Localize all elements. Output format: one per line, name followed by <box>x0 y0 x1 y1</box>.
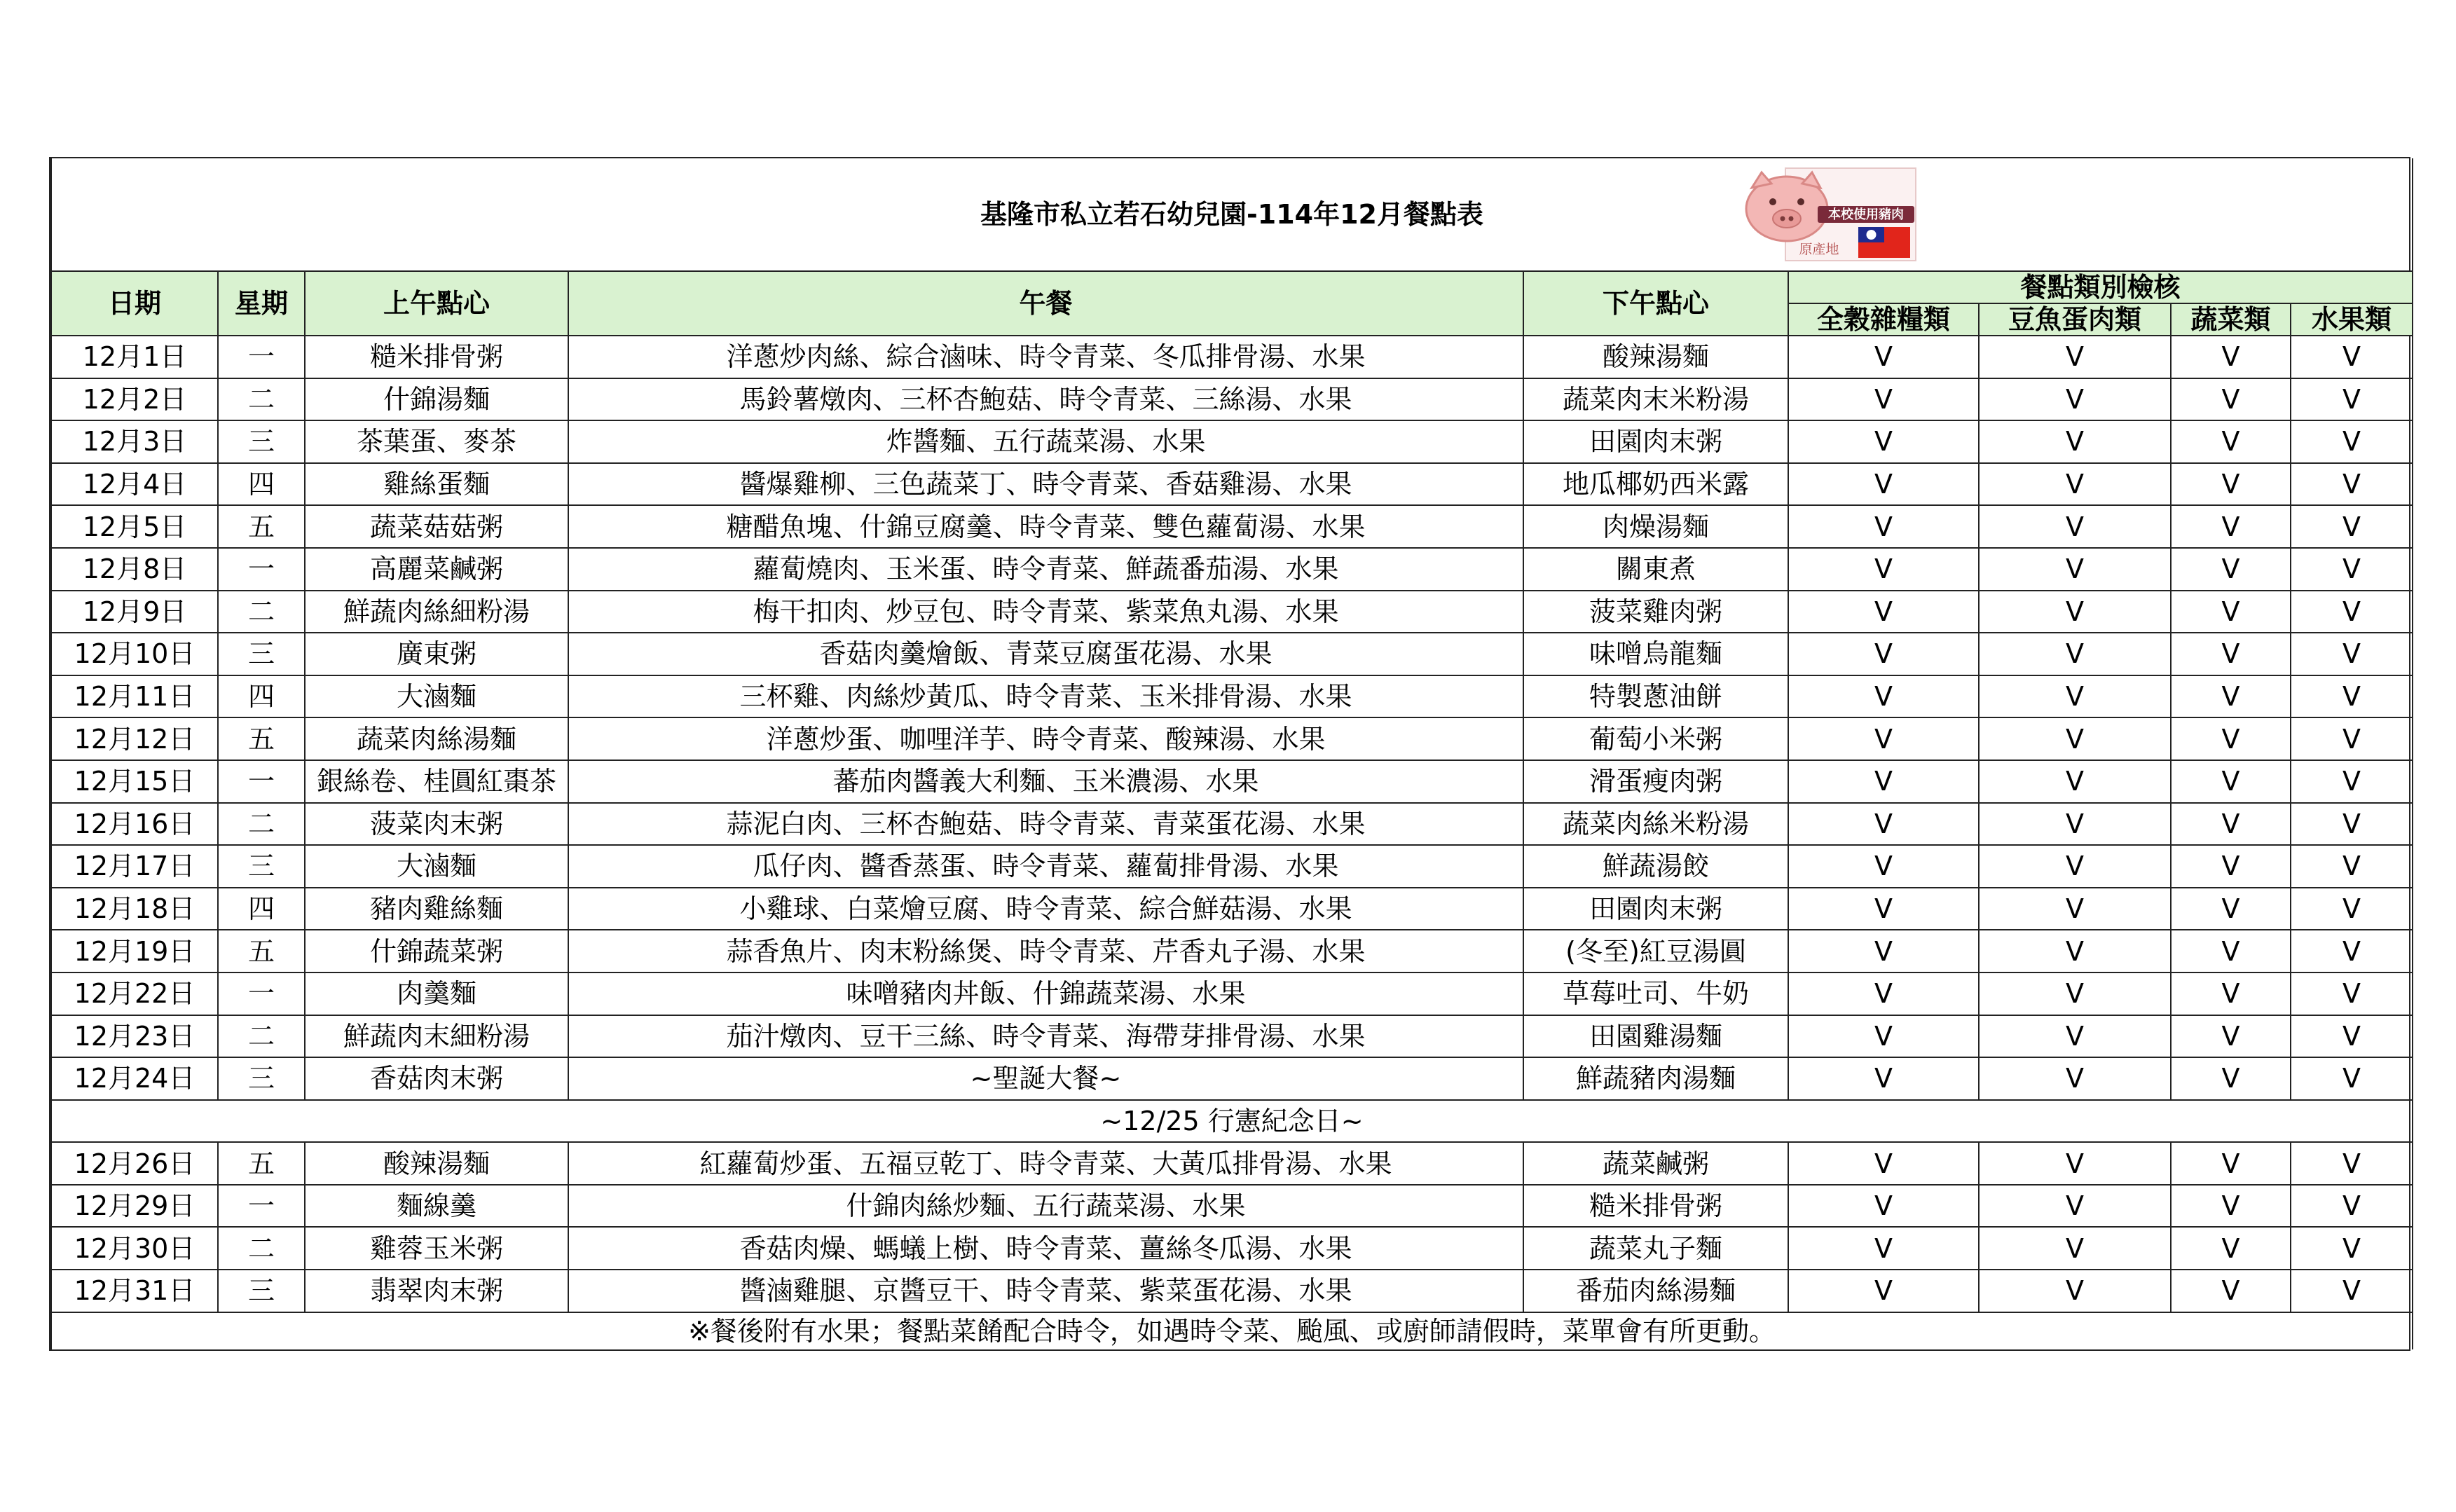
check-vegetable-cell: V <box>2171 336 2291 378</box>
check-fruit-cell: V <box>2291 760 2413 803</box>
check-fruit-cell: V <box>2291 591 2413 633</box>
check-vegetable-cell: V <box>2171 1057 2291 1100</box>
date-cell: 12月15日 <box>51 760 218 803</box>
weekday-cell: 五 <box>218 1142 305 1185</box>
lunch-cell: 蘿蔔燒肉、玉米蛋、時令青菜、鮮蔬番茄湯、水果 <box>568 548 1523 591</box>
check-fruit-cell: V <box>2291 1185 2413 1228</box>
weekday-cell: 五 <box>218 930 305 973</box>
date-cell: 12月3日 <box>51 420 218 463</box>
pm-snack-cell: 肉燥湯麵 <box>1523 505 1788 548</box>
check-vegetable-cell: V <box>2171 378 2291 421</box>
check-fruit-cell: V <box>2291 378 2413 421</box>
weekday-cell: 五 <box>218 505 305 548</box>
pm-snack-cell: 蔬菜肉末米粉湯 <box>1523 378 1788 421</box>
date-cell: 12月19日 <box>51 930 218 973</box>
check-vegetable-cell: V <box>2171 760 2291 803</box>
check-fruit-cell: V <box>2291 803 2413 846</box>
check-vegetable-cell: V <box>2171 633 2291 675</box>
check-grains-cell: V <box>1788 420 1979 463</box>
date-cell: 12月12日 <box>51 717 218 760</box>
lunch-cell: 茄汁燉肉、豆干三絲、時令青菜、海帶芽排骨湯、水果 <box>568 1015 1523 1058</box>
check-vegetable-cell: V <box>2171 1185 2291 1228</box>
am-snack-cell: 雞蓉玉米粥 <box>305 1227 568 1270</box>
check-vegetable-cell: V <box>2171 717 2291 760</box>
menu-row <box>51 803 2413 846</box>
pm-snack-cell: 酸辣湯麵 <box>1523 336 1788 378</box>
pm-snack-cell: 地瓜椰奶西米露 <box>1523 463 1788 506</box>
date-cell: 12月4日 <box>51 463 218 506</box>
check-grains-cell: V <box>1788 548 1979 591</box>
badge-banner-text: 本校使用豬肉 <box>1828 207 1904 222</box>
page-title: 基隆市私立若石幼兒園-114年12月餐點表 <box>980 199 1483 230</box>
check-grains-cell: V <box>1788 760 1979 803</box>
check-fruit-cell: V <box>2291 930 2413 973</box>
check-vegetable-cell: V <box>2171 930 2291 973</box>
menu-row <box>51 760 2413 803</box>
title-cell <box>51 158 2413 271</box>
check-grains-cell: V <box>1788 1270 1979 1312</box>
date-cell: 12月31日 <box>51 1270 218 1312</box>
pm-snack-cell: 番茄肉絲湯麵 <box>1523 1270 1788 1312</box>
check-vegetable-cell: V <box>2171 1227 2291 1270</box>
date-cell: 12月10日 <box>51 633 218 675</box>
lunch-cell: 醬爆雞柳、三色蔬菜丁、時令青菜、香菇雞湯、水果 <box>568 463 1523 506</box>
pm-snack-cell: 草莓吐司、牛奶 <box>1523 973 1788 1015</box>
header-lunch: 午餐 <box>568 271 1523 336</box>
header-check-grains: 全穀雜糧類 <box>1788 303 1979 336</box>
check-grains-cell: V <box>1788 1185 1979 1228</box>
menu-row <box>51 633 2413 675</box>
check-fruit-cell: V <box>2291 888 2413 930</box>
menu-row <box>51 888 2413 930</box>
check-protein-cell: V <box>1979 505 2171 548</box>
check-protein-cell: V <box>1979 548 2171 591</box>
check-fruit-cell: V <box>2291 633 2413 675</box>
check-fruit-cell: V <box>2291 420 2413 463</box>
header-check-protein: 豆魚蛋肉類 <box>1979 303 2171 336</box>
footer-note: ※餐後附有水果；餐點菜餚配合時令，如遇時令菜、颱風、或廚師請假時，菜單會有所更動。 <box>51 1312 2413 1349</box>
am-snack-cell: 雞絲蛋麵 <box>305 463 568 506</box>
date-cell: 12月30日 <box>51 1227 218 1270</box>
weekday-cell: 一 <box>218 1185 305 1228</box>
pm-snack-cell: 滑蛋瘦肉粥 <box>1523 760 1788 803</box>
menu-row <box>51 378 2413 421</box>
am-snack-cell: 翡翠肉末粥 <box>305 1270 568 1312</box>
check-grains-cell: V <box>1788 930 1979 973</box>
lunch-cell: 紅蘿蔔炒蛋、五福豆乾丁、時令青菜、大黃瓜排骨湯、水果 <box>568 1142 1523 1185</box>
weekday-cell: 二 <box>218 1015 305 1058</box>
check-fruit-cell: V <box>2291 1142 2413 1185</box>
weekday-cell: 三 <box>218 1270 305 1312</box>
check-grains-cell: V <box>1788 336 1979 378</box>
header-am-snack: 上午點心 <box>305 271 568 336</box>
header-check-fruit: 水果類 <box>2291 303 2413 336</box>
am-snack-cell: 麵線羹 <box>305 1185 568 1228</box>
menu-row <box>51 930 2413 973</box>
lunch-cell: 味噌豬肉丼飯、什錦蔬菜湯、水果 <box>568 973 1523 1015</box>
lunch-cell: 蒜香魚片、肉末粉絲煲、時令青菜、芹香丸子湯、水果 <box>568 930 1523 973</box>
pm-snack-cell: 菠菜雞肉粥 <box>1523 591 1788 633</box>
date-cell: 12月26日 <box>51 1142 218 1185</box>
lunch-cell: 三杯雞、肉絲炒黃瓜、時令青菜、玉米排骨湯、水果 <box>568 675 1523 718</box>
check-vegetable-cell: V <box>2171 1015 2291 1058</box>
check-fruit-cell: V <box>2291 505 2413 548</box>
date-cell: 12月24日 <box>51 1057 218 1100</box>
lunch-cell: 梅干扣肉、炒豆包、時令青菜、紫菜魚丸湯、水果 <box>568 591 1523 633</box>
check-protein-cell: V <box>1979 930 2171 973</box>
pm-snack-cell: 田園肉末粥 <box>1523 420 1788 463</box>
check-grains-cell: V <box>1788 845 1979 888</box>
am-snack-cell: 糙米排骨粥 <box>305 336 568 378</box>
am-snack-cell: 蔬菜菇菇粥 <box>305 505 568 548</box>
weekday-cell: 一 <box>218 548 305 591</box>
weekday-cell: 三 <box>218 845 305 888</box>
lunch-cell: 馬鈴薯燉肉、三杯杏鮑菇、時令青菜、三絲湯、水果 <box>568 378 1523 421</box>
pm-snack-cell: 鮮蔬湯餃 <box>1523 845 1788 888</box>
am-snack-cell: 香菇肉末粥 <box>305 1057 568 1100</box>
check-vegetable-cell: V <box>2171 888 2291 930</box>
check-grains-cell: V <box>1788 1057 1979 1100</box>
check-grains-cell: V <box>1788 675 1979 718</box>
menu-row <box>51 1227 2413 1270</box>
date-cell: 12月22日 <box>51 973 218 1015</box>
weekday-cell: 二 <box>218 1227 305 1270</box>
weekday-cell: 二 <box>218 591 305 633</box>
date-cell: 12月1日 <box>51 336 218 378</box>
check-grains-cell: V <box>1788 1142 1979 1185</box>
check-vegetable-cell: V <box>2171 845 2291 888</box>
check-fruit-cell: V <box>2291 1227 2413 1270</box>
check-protein-cell: V <box>1979 633 2171 675</box>
am-snack-cell: 銀絲卷、桂圓紅棗茶 <box>305 760 568 803</box>
am-snack-cell: 廣東粥 <box>305 633 568 675</box>
check-protein-cell: V <box>1979 803 2171 846</box>
menu-row <box>51 591 2413 633</box>
menu-row <box>51 336 2413 378</box>
weekday-cell: 四 <box>218 675 305 718</box>
lunch-cell: ~聖誕大餐~ <box>568 1057 1523 1100</box>
check-vegetable-cell: V <box>2171 675 2291 718</box>
holiday-text: ~12/25 行憲紀念日~ <box>51 1100 2413 1143</box>
am-snack-cell: 豬肉雞絲麵 <box>305 888 568 930</box>
check-protein-cell: V <box>1979 420 2171 463</box>
check-vegetable-cell: V <box>2171 505 2291 548</box>
am-snack-cell: 菠菜肉末粥 <box>305 803 568 846</box>
pork-origin-badge-icon <box>1742 167 1919 265</box>
am-snack-cell: 肉羹麵 <box>305 973 568 1015</box>
menu-table <box>50 158 2413 1349</box>
check-fruit-cell: V <box>2291 717 2413 760</box>
pm-snack-cell: 田園雞湯麵 <box>1523 1015 1788 1058</box>
date-cell: 12月29日 <box>51 1185 218 1228</box>
weekday-cell: 一 <box>218 760 305 803</box>
am-snack-cell: 大滷麵 <box>305 845 568 888</box>
check-protein-cell: V <box>1979 378 2171 421</box>
check-grains-cell: V <box>1788 888 1979 930</box>
pm-snack-cell: 糙米排骨粥 <box>1523 1185 1788 1228</box>
check-protein-cell: V <box>1979 760 2171 803</box>
date-cell: 12月8日 <box>51 548 218 591</box>
lunch-cell: 香菇肉燥、螞蟻上樹、時令青菜、薑絲冬瓜湯、水果 <box>568 1227 1523 1270</box>
menu-row <box>51 505 2413 548</box>
menu-row <box>51 548 2413 591</box>
lunch-cell: 炸醬麵、五行蔬菜湯、水果 <box>568 420 1523 463</box>
menu-sheet <box>49 157 2410 1351</box>
am-snack-cell: 鮮蔬肉絲細粉湯 <box>305 591 568 633</box>
check-vegetable-cell: V <box>2171 803 2291 846</box>
lunch-cell: 蒜泥白肉、三杯杏鮑菇、時令青菜、青菜蛋花湯、水果 <box>568 803 1523 846</box>
check-grains-cell: V <box>1788 717 1979 760</box>
check-fruit-cell: V <box>2291 336 2413 378</box>
check-grains-cell: V <box>1788 505 1979 548</box>
menu-row <box>51 1142 2413 1185</box>
check-grains-cell: V <box>1788 1015 1979 1058</box>
check-fruit-cell: V <box>2291 845 2413 888</box>
lunch-cell: 蕃茄肉醬義大利麵、玉米濃湯、水果 <box>568 760 1523 803</box>
check-vegetable-cell: V <box>2171 1142 2291 1185</box>
check-grains-cell: V <box>1788 803 1979 846</box>
date-cell: 12月5日 <box>51 505 218 548</box>
pm-snack-cell: 蔬菜肉絲米粉湯 <box>1523 803 1788 846</box>
lunch-cell: 洋蔥炒肉絲、綜合滷味、時令青菜、冬瓜排骨湯、水果 <box>568 336 1523 378</box>
pm-snack-cell: 關東煮 <box>1523 548 1788 591</box>
holiday-row <box>51 1100 2413 1143</box>
weekday-cell: 一 <box>218 973 305 1015</box>
note-row <box>51 1312 2413 1349</box>
weekday-cell: 二 <box>218 378 305 421</box>
check-protein-cell: V <box>1979 973 2171 1015</box>
check-protein-cell: V <box>1979 336 2171 378</box>
check-protein-cell: V <box>1979 1270 2171 1312</box>
check-protein-cell: V <box>1979 888 2171 930</box>
badge-origin-label: 原產地 <box>1799 242 1839 257</box>
pm-snack-cell: 葡萄小米粥 <box>1523 717 1788 760</box>
check-grains-cell: V <box>1788 973 1979 1015</box>
weekday-cell: 五 <box>218 717 305 760</box>
header-weekday: 星期 <box>218 271 305 336</box>
check-grains-cell: V <box>1788 378 1979 421</box>
pm-snack-cell: 蔬菜丸子麵 <box>1523 1227 1788 1270</box>
header-pm-snack: 下午點心 <box>1523 271 1788 336</box>
menu-row <box>51 420 2413 463</box>
date-cell: 12月9日 <box>51 591 218 633</box>
check-protein-cell: V <box>1979 1057 2171 1100</box>
am-snack-cell: 鮮蔬肉末細粉湯 <box>305 1015 568 1058</box>
check-grains-cell: V <box>1788 463 1979 506</box>
check-fruit-cell: V <box>2291 463 2413 506</box>
am-snack-cell: 酸辣湯麵 <box>305 1142 568 1185</box>
am-snack-cell: 茶葉蛋、麥茶 <box>305 420 568 463</box>
check-vegetable-cell: V <box>2171 1270 2291 1312</box>
lunch-cell: 洋蔥炒蛋、咖哩洋芋、時令青菜、酸辣湯、水果 <box>568 717 1523 760</box>
weekday-cell: 四 <box>218 888 305 930</box>
am-snack-cell: 蔬菜肉絲湯麵 <box>305 717 568 760</box>
check-fruit-cell: V <box>2291 1270 2413 1312</box>
header-date: 日期 <box>51 271 218 336</box>
weekday-cell: 一 <box>218 336 305 378</box>
header-check-vegetable: 蔬菜類 <box>2171 303 2291 336</box>
pm-snack-cell: (冬至)紅豆湯圓 <box>1523 930 1788 973</box>
menu-row <box>51 1185 2413 1228</box>
check-grains-cell: V <box>1788 1227 1979 1270</box>
check-protein-cell: V <box>1979 1015 2171 1058</box>
check-grains-cell: V <box>1788 591 1979 633</box>
lunch-cell: 香菇肉羹燴飯、青菜豆腐蛋花湯、水果 <box>568 633 1523 675</box>
menu-row <box>51 1015 2413 1058</box>
check-vegetable-cell: V <box>2171 973 2291 1015</box>
am-snack-cell: 什錦湯麵 <box>305 378 568 421</box>
check-vegetable-cell: V <box>2171 420 2291 463</box>
check-protein-cell: V <box>1979 675 2171 718</box>
check-vegetable-cell: V <box>2171 548 2291 591</box>
am-snack-cell: 什錦蔬菜粥 <box>305 930 568 973</box>
lunch-cell: 瓜仔肉、醬香蒸蛋、時令青菜、蘿蔔排骨湯、水果 <box>568 845 1523 888</box>
lunch-cell: 小雞球、白菜燴豆腐、時令青菜、綜合鮮菇湯、水果 <box>568 888 1523 930</box>
check-fruit-cell: V <box>2291 1015 2413 1058</box>
pm-snack-cell: 田園肉末粥 <box>1523 888 1788 930</box>
date-cell: 12月17日 <box>51 845 218 888</box>
menu-row <box>51 1270 2413 1312</box>
weekday-cell: 三 <box>218 1057 305 1100</box>
menu-row <box>51 1057 2413 1100</box>
check-protein-cell: V <box>1979 463 2171 506</box>
am-snack-cell: 大滷麵 <box>305 675 568 718</box>
check-protein-cell: V <box>1979 845 2171 888</box>
header-check-group: 餐點類別檢核 <box>1788 271 2413 303</box>
pm-snack-cell: 鮮蔬豬肉湯麵 <box>1523 1057 1788 1100</box>
check-grains-cell: V <box>1788 633 1979 675</box>
check-vegetable-cell: V <box>2171 463 2291 506</box>
lunch-cell: 什錦肉絲炒麵、五行蔬菜湯、水果 <box>568 1185 1523 1228</box>
lunch-cell: 醬滷雞腿、京醬豆干、時令青菜、紫菜蛋花湯、水果 <box>568 1270 1523 1312</box>
date-cell: 12月11日 <box>51 675 218 718</box>
check-protein-cell: V <box>1979 591 2171 633</box>
date-cell: 12月18日 <box>51 888 218 930</box>
menu-row <box>51 675 2413 718</box>
weekday-cell: 三 <box>218 420 305 463</box>
menu-row <box>51 845 2413 888</box>
lunch-cell: 糖醋魚塊、什錦豆腐羹、時令青菜、雙色蘿蔔湯、水果 <box>568 505 1523 548</box>
check-protein-cell: V <box>1979 717 2171 760</box>
check-fruit-cell: V <box>2291 675 2413 718</box>
weekday-cell: 四 <box>218 463 305 506</box>
check-vegetable-cell: V <box>2171 591 2291 633</box>
check-protein-cell: V <box>1979 1142 2171 1185</box>
menu-row <box>51 463 2413 506</box>
check-fruit-cell: V <box>2291 548 2413 591</box>
pm-snack-cell: 蔬菜鹹粥 <box>1523 1142 1788 1185</box>
date-cell: 12月16日 <box>51 803 218 846</box>
weekday-cell: 三 <box>218 633 305 675</box>
date-cell: 12月2日 <box>51 378 218 421</box>
date-cell: 12月23日 <box>51 1015 218 1058</box>
menu-row <box>51 973 2413 1015</box>
menu-row <box>51 717 2413 760</box>
weekday-cell: 二 <box>218 803 305 846</box>
pm-snack-cell: 特製蔥油餅 <box>1523 675 1788 718</box>
am-snack-cell: 高麗菜鹹粥 <box>305 548 568 591</box>
check-protein-cell: V <box>1979 1185 2171 1228</box>
check-protein-cell: V <box>1979 1227 2171 1270</box>
pm-snack-cell: 味噌烏龍麵 <box>1523 633 1788 675</box>
check-fruit-cell: V <box>2291 1057 2413 1100</box>
check-fruit-cell: V <box>2291 973 2413 1015</box>
